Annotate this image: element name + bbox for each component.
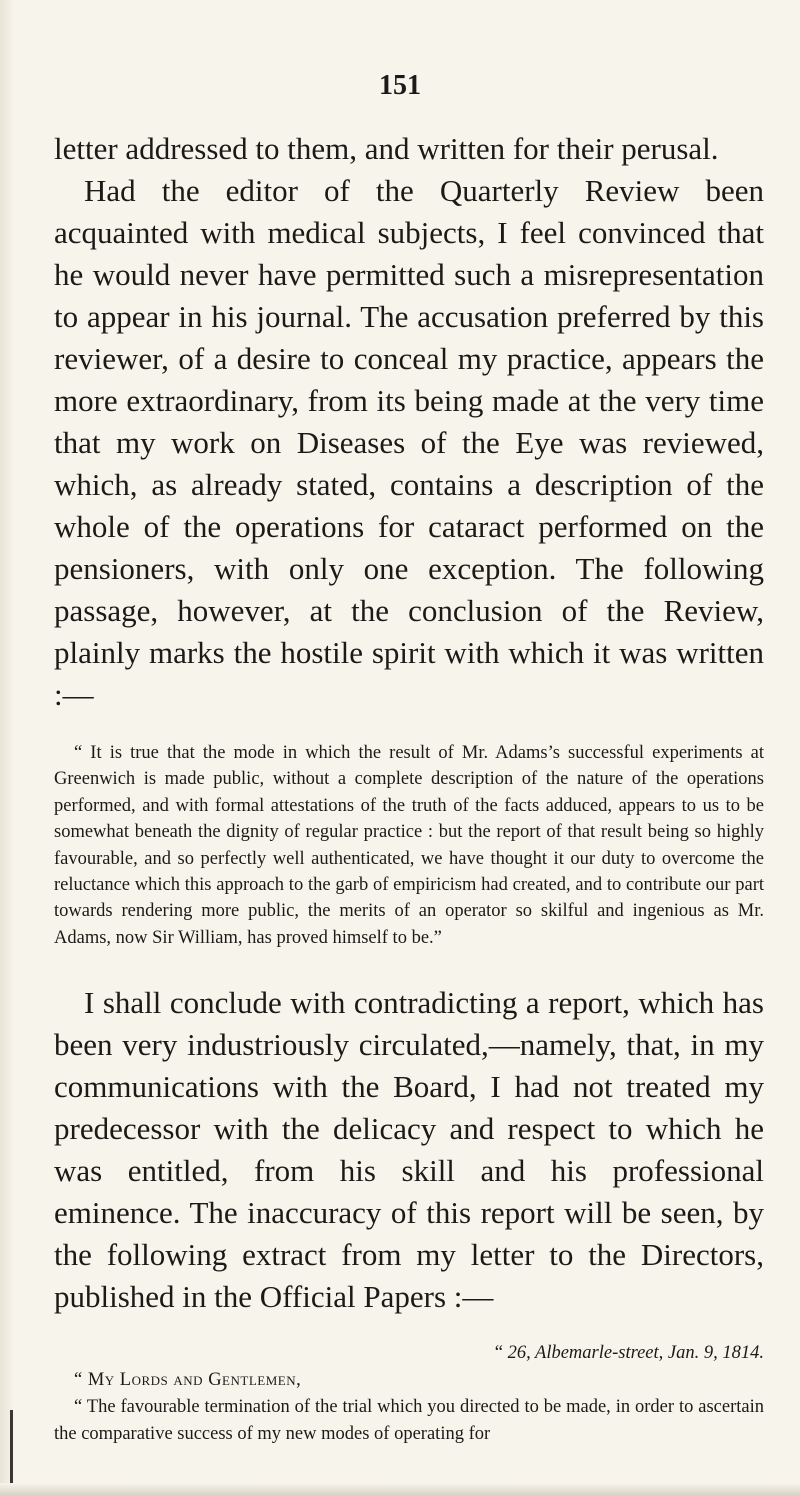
conclusion-block bbox=[54, 982, 764, 1318]
letter-date-place: 26, Albemarle-street, Jan. 9, 1814. bbox=[507, 1343, 764, 1363]
continuation-paragraph: letter addressed to them, and written for their perusal. bbox=[54, 131, 719, 166]
letter-dateline-open-quote: “ bbox=[494, 1343, 503, 1363]
review-quotation: “ It is true that the mode in which the result of Mr. Adams’s successful experiments at Greenwich is made public, without a complete description of the nature of the operations performed, and with formal attestations of the truth of the facts adduced, appears to us to be somewhat beneath the dignity of regular practice : but the report of that result being so highly favourable, and so perfectly well authenticated, we have thought it our duty to overcome the reluctance which this approach to the garb of empiricism had created, and to contribute our part towards rendering more public, the merits of an operator so skilful and ingenious as Mr. Adams, now Sir William, has proved himself to be.” bbox=[54, 743, 764, 948]
letter-dateline bbox=[54, 1340, 764, 1367]
letter-extract bbox=[54, 1340, 764, 1448]
page-number: 151 bbox=[379, 70, 421, 101]
letter-salutation: “ My Lords and Gentlemen, bbox=[74, 1370, 302, 1390]
editor-paragraph: Had the editor of the Quarterly Review been acquainted with medical subjects, I feel convinced that he would never have permitted such a misrepresentation to appear in his journal. The accusation preferred by this reviewer, of a desire to conceal my practice, appears the more extraordinary, from its being made at the very time that my work on Diseases of the Eye was reviewed, which, as already stated, contains a description of the whole of the operations for cataract performed on the pensioners, with only one exception. The following passage, however, at the conclusion of the Review, plainly marks the hostile spirit with which it was written :— bbox=[54, 173, 764, 712]
body-text bbox=[54, 128, 764, 716]
letter-body: “ The favourable termination of the trial which you directed to be made, in order to ascertain the comparative success of my new modes of operating for bbox=[54, 1397, 764, 1444]
review-quotation-block bbox=[54, 740, 764, 951]
conclusion-paragraph: I shall conclude with contradicting a report, which has been very industriously circulated,—namely, that, in my communications with the Board, I had not treated my predecessor with the delicacy and respect to which he was entitled, from his skill and his professional eminence. The inaccuracy of this report will be seen, by the following extract from my letter to the Directors, published in the Official Papers :— bbox=[54, 985, 764, 1314]
page-edge-shadow bbox=[0, 0, 14, 1495]
page-bottom-edge bbox=[0, 1483, 800, 1495]
